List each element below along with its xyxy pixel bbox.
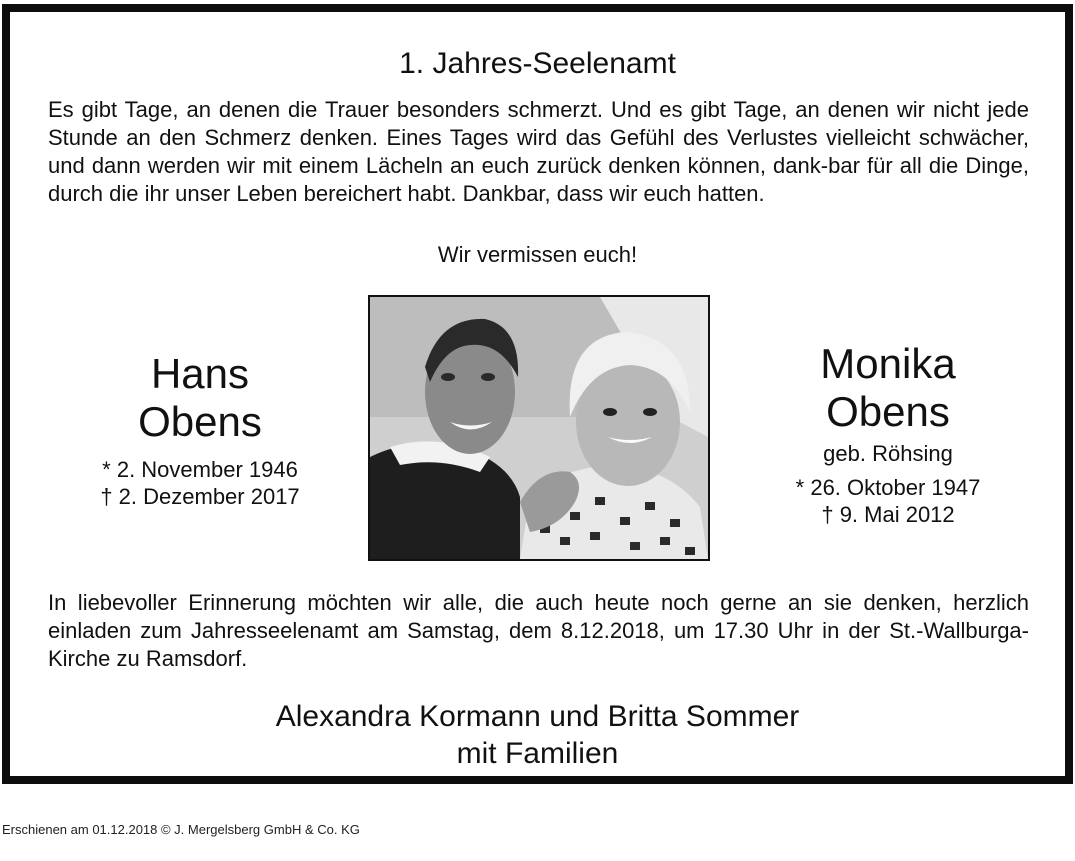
death-date: † 9. Mai 2012 bbox=[821, 502, 955, 527]
signers bbox=[10, 698, 1065, 772]
miss-line: Wir vermissen euch! bbox=[437, 242, 638, 267]
last-name: Obens bbox=[138, 398, 262, 445]
person-hans bbox=[70, 350, 330, 510]
birth-date: * 2. November 1946 bbox=[102, 457, 298, 482]
first-name: Monika bbox=[820, 340, 956, 387]
first-name: Hans bbox=[150, 350, 250, 397]
signers-names: Alexandra Kormann und Britta Sommer bbox=[275, 700, 800, 733]
couple-photo bbox=[368, 295, 710, 561]
photo-image bbox=[370, 297, 708, 559]
birth-date: * 26. Oktober 1947 bbox=[795, 475, 981, 500]
maiden-name: geb. Röhsing bbox=[823, 441, 953, 466]
signers-families: mit Familien bbox=[456, 737, 619, 770]
closing-paragraph: In liebevoller Erinnerung möchten wir alle, die auch heute noch gerne an sie denken, herzlich einladen zum Jahresseelenamt am Samstag, dem 8.12.2018, um 17.30 Uhr in der St.-Wallburga-Kirche zu Ramsdorf. bbox=[48, 590, 1029, 671]
death-date: † 2. Dezember 2017 bbox=[100, 484, 300, 509]
notice-heading: 1. Jahres-Seelenamt bbox=[399, 47, 676, 80]
intro-paragraph: Es gibt Tage, an denen die Trauer besonders schmerzt. Und es gibt Tage, an denen wir nicht jede Stunde an den Schmerz denken. Eines Tages wird das Gefühl des Verlustes vielleicht schwächer, und dann werden wir mit einem Lächeln an euch zurück denken können, dank-bar für all die Dinge, durch die ihr unser Leben bereichert habt. Dankbar, dass wir euch hatten. bbox=[48, 97, 1029, 206]
last-name: Obens bbox=[826, 388, 950, 435]
person-monika bbox=[758, 340, 1018, 528]
obituary-frame bbox=[2, 4, 1073, 784]
publication-footer: Erschienen am 01.12.2018 © J. Mergelsberg GmbH & Co. KG bbox=[2, 822, 360, 837]
